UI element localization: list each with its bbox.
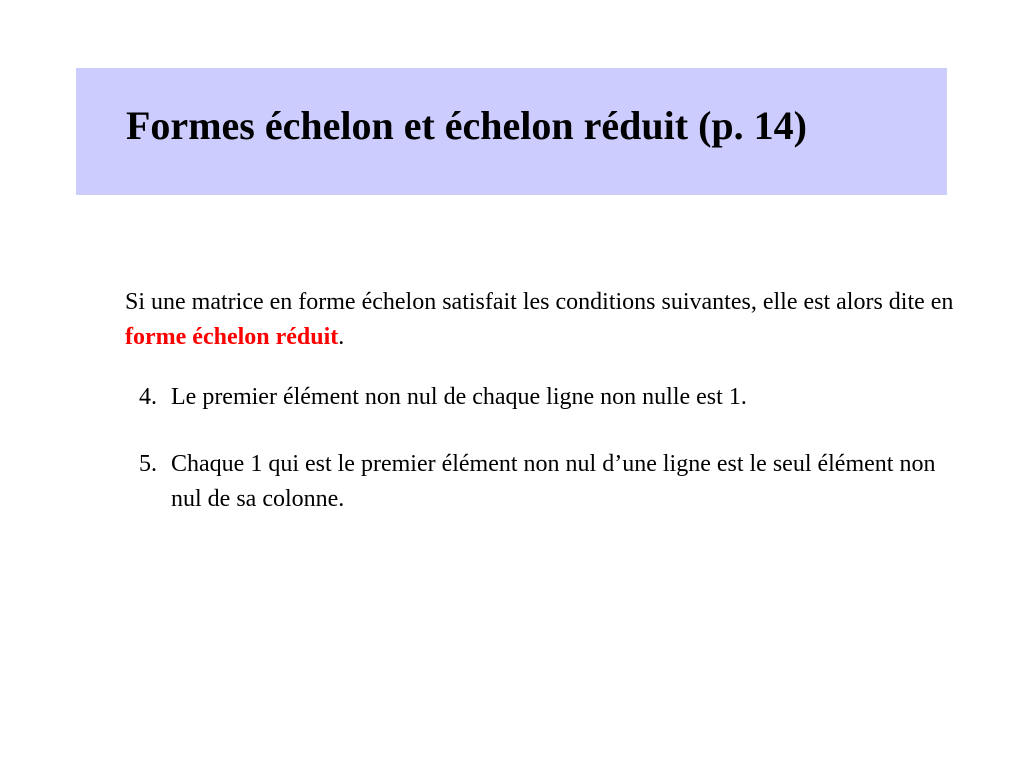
list-item-number: 5. [139, 451, 157, 477]
intro-end: . [338, 324, 345, 350]
slide-content [125, 285, 955, 517]
slide-title: Formes échelon et échelon réduit (p. 14) [126, 103, 807, 148]
list-item [125, 380, 955, 415]
title-banner [76, 68, 947, 195]
conditions-list [125, 380, 955, 517]
highlighted-term: forme échelon réduit [125, 324, 339, 350]
list-item-text: Chaque 1 qui est le premier élément non nul d’une ligne est le seul élément non nul de sa colonne. [171, 451, 936, 512]
list-item [125, 447, 955, 517]
list-item-text: Le premier élément non nul de chaque ligne non nulle est 1. [171, 384, 747, 410]
intro-text: Si une matrice en forme échelon satisfait les conditions suivantes, elle est alors dite en [125, 289, 954, 315]
intro-paragraph [125, 285, 955, 355]
list-item-number: 4. [139, 384, 157, 410]
